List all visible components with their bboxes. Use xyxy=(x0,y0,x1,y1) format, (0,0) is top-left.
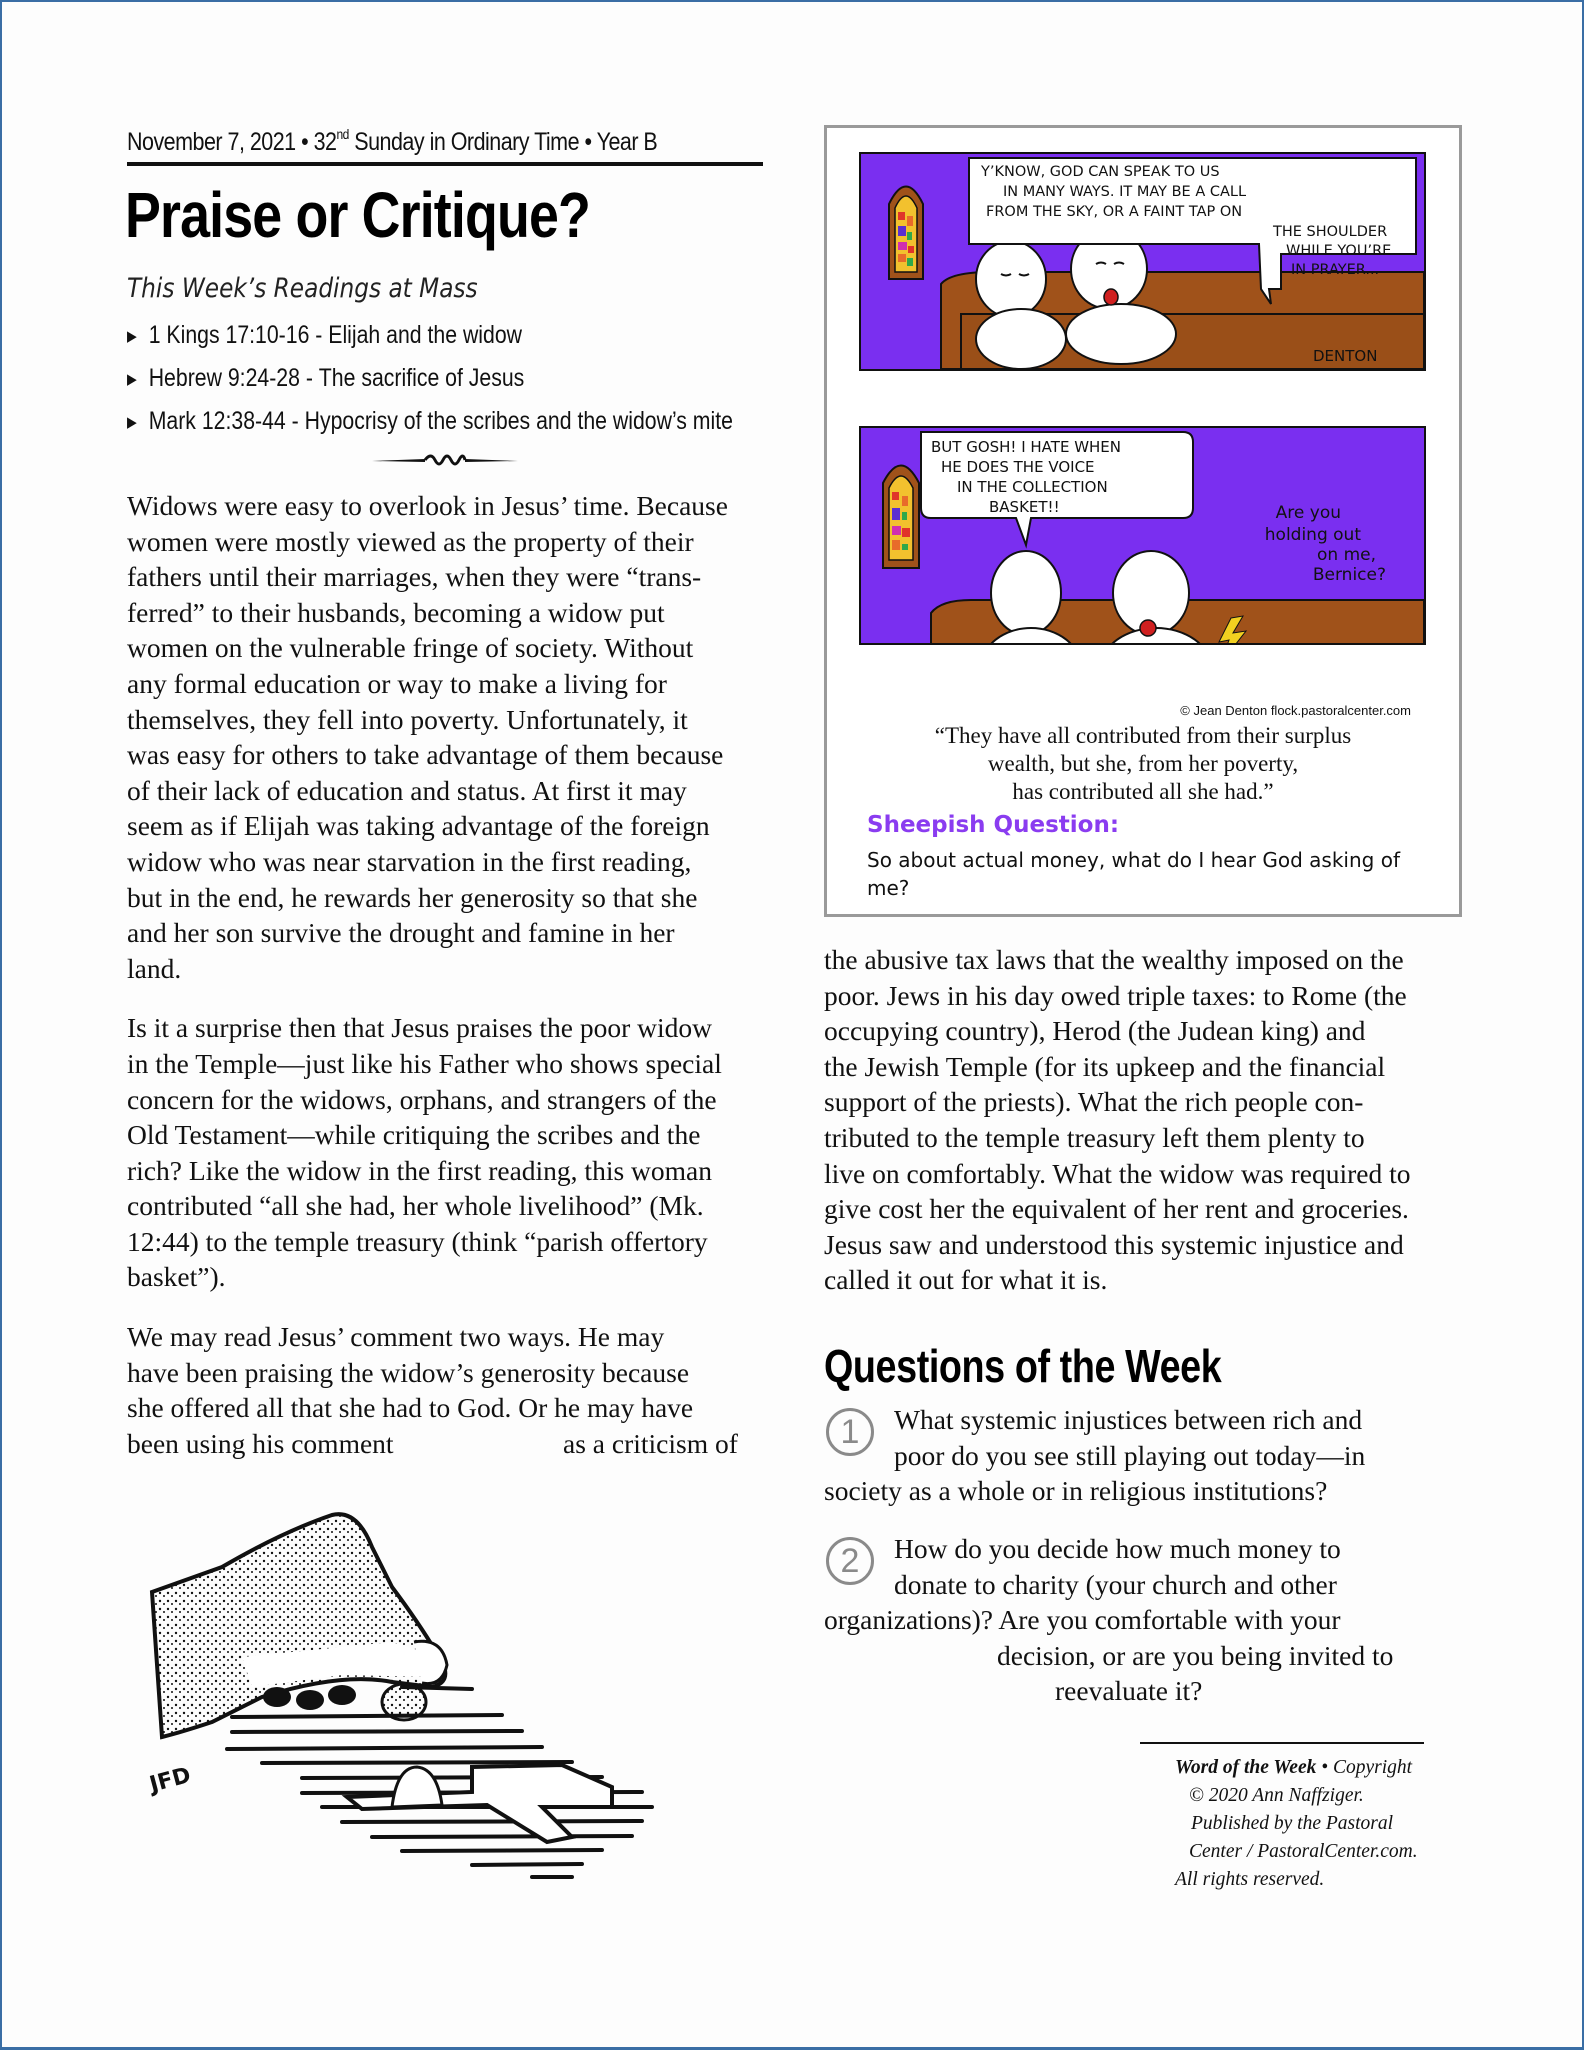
text-line: occupying country), Herod (the Judean king) and xyxy=(824,1015,1366,1047)
bubble-line: WHILE YOU’RE xyxy=(1286,243,1392,259)
text-line: fathers until their marriages, when they were “trans- xyxy=(127,561,702,593)
page-title: Praise or Critique? xyxy=(125,179,591,251)
credits-line: • Copyright xyxy=(1321,1757,1413,1778)
bubble-line: BUT GOSH! I HATE WHEN xyxy=(931,438,1121,456)
date: November 7, 2021 xyxy=(127,128,296,156)
cartoon-box xyxy=(824,125,1462,917)
credits-rule xyxy=(1140,1742,1424,1744)
question-1 xyxy=(824,1402,1464,1509)
last-line-left: been using his comment xyxy=(127,1427,394,1459)
copyright-credits xyxy=(1175,1754,1418,1894)
text-line: basket”). xyxy=(127,1261,226,1293)
cartoon-panel-1-art xyxy=(861,154,1424,369)
text-line: and her son survive the drought and famine in her xyxy=(127,917,675,949)
quote-line: has contributed all she had.” xyxy=(1012,779,1274,804)
text-line: live on comfortably. What the widow was required to xyxy=(824,1157,1411,1189)
question-line: How do you decide how much money to xyxy=(894,1533,1341,1564)
readings-list xyxy=(127,314,840,443)
voice-line: holding out xyxy=(1264,525,1361,545)
bubble-line: Y’KNOW, GOD CAN SPEAK TO US xyxy=(981,164,1220,180)
text-line: women were mostly viewed as the property of their xyxy=(127,525,694,557)
bubble-line: HE DOES THE VOICE xyxy=(941,458,1095,476)
text-line: she offered all that she had to God. Or he may have xyxy=(127,1392,694,1424)
question-2 xyxy=(824,1531,1464,1709)
question-line: reevaluate it? xyxy=(1055,1675,1203,1707)
scripture-quote xyxy=(827,722,1459,806)
sheepish-question-title: Sheepish Question: xyxy=(867,812,1120,838)
text-line: contributed “all she had, her whole livelihood” (Mk. xyxy=(127,1190,704,1222)
quote-line: wealth, but she, from her poverty, xyxy=(987,751,1299,776)
cartoon-credit: © Jean Denton flock.pastoralcenter.com xyxy=(1180,703,1411,718)
triangle-right-icon: ▶ xyxy=(127,327,137,345)
text-line: rich? Like the widow in the first reading, this woman xyxy=(127,1154,712,1186)
quote-line: “They have all contributed from their surplus xyxy=(934,723,1352,748)
text-line: called it out for what it is. xyxy=(824,1264,1108,1296)
paragraph-2 xyxy=(127,1010,767,1295)
bubble-line: THE SHOULDER xyxy=(1273,224,1388,240)
credits-line: All rights reserved. xyxy=(1175,1869,1325,1890)
voice-line: Bernice? xyxy=(1312,565,1386,585)
paragraph-1 xyxy=(127,488,767,986)
reading-desc: Elijah and the widow xyxy=(328,321,523,349)
voice-line: on me, xyxy=(1316,545,1376,565)
text-line: Is it a surprise then that Jesus praises the poor widow xyxy=(127,1012,713,1044)
cartoon-signature: DENTON xyxy=(1313,347,1378,365)
paragraph-3 xyxy=(127,1319,767,1426)
text-line: We may read Jesus’ comment two ways. He may xyxy=(127,1321,665,1353)
text-line: poor. Jews in his day owed triple taxes: to Rome (the xyxy=(824,979,1407,1011)
credits-line: Published by the Pastoral xyxy=(1191,1813,1394,1834)
reading-desc: The sacrifice of Jesus xyxy=(318,364,525,392)
reading-ref: 1 Kings 17:10-16 xyxy=(148,321,310,349)
sunday-number: 32 xyxy=(313,128,337,156)
bubble-line: IN PRAYER... xyxy=(1291,262,1380,278)
text-line: have been praising the widow’s generosity because xyxy=(127,1356,690,1388)
credits-line: © 2020 Ann Naffziger. xyxy=(1189,1785,1364,1806)
hand-dropping-coins-illustration xyxy=(142,1487,822,1882)
paragraph-3-last-line xyxy=(127,1426,767,1462)
reading-item: ▶ Hebrew 9:24-28 - The sacrifice of Jesus xyxy=(127,364,525,392)
questions-heading: Questions of the Week xyxy=(824,1340,1222,1392)
left-column xyxy=(127,488,767,1461)
triangle-right-icon: ▶ xyxy=(127,370,137,388)
separator: • xyxy=(584,128,592,156)
question-line: society as a whole or in religious institutions? xyxy=(824,1475,1328,1507)
sunday-name: Sunday in Ordinary Time xyxy=(348,128,580,156)
cartoon-panel-1 xyxy=(859,152,1426,371)
text-line: women on the vulnerable fringe of society. Without xyxy=(127,632,694,664)
cartoon-panel-2-art xyxy=(861,428,1424,645)
dateline xyxy=(127,128,763,157)
number-circle-1-icon: 1 xyxy=(826,1408,874,1456)
text-line: ferred” to their husbands, becoming a widow put xyxy=(127,596,665,628)
text-line: the Jewish Temple (for its upkeep and the financial xyxy=(824,1050,1386,1082)
cartoon-panel-2 xyxy=(859,426,1426,645)
bubble-line: IN MANY WAYS. IT MAY BE A CALL xyxy=(1003,184,1247,200)
text-line: themselves, they fell into poverty. Unfortunately, it xyxy=(127,703,688,735)
text-line: in the Temple—just like his Father who shows special xyxy=(127,1047,722,1079)
text-line: Jesus saw and understood this systemic injustice and xyxy=(824,1228,1404,1260)
text-line: concern for the widows, orphans, and strangers of the xyxy=(127,1083,717,1115)
bubble-line: BASKET!! xyxy=(989,498,1060,516)
bubble-line: IN THE COLLECTION xyxy=(957,478,1108,496)
bubble-line: FROM THE SKY, OR A FAINT TAP ON xyxy=(986,204,1243,220)
reading-ref: Hebrew 9:24-28 xyxy=(148,364,300,392)
right-column xyxy=(824,942,1464,1298)
question-line: poor do you see still playing out today—in xyxy=(894,1439,1366,1471)
question-line: organizations)? Are you comfortable with your xyxy=(824,1604,1341,1636)
flourish-ornament-icon xyxy=(370,448,520,472)
text-line: the abusive tax laws that the wealthy imposed on the xyxy=(824,944,1404,975)
text-line: Old Testament—while critiquing the scribes and the xyxy=(127,1119,701,1151)
last-line-right: as a criticism of xyxy=(563,1427,738,1459)
triangle-right-icon: ▶ xyxy=(127,413,137,431)
readings-heading: This Week’s Readings at Mass xyxy=(127,273,478,304)
question-line: What systemic injustices between rich and xyxy=(894,1404,1363,1435)
text-line: but in the end, he rewards her generosity so that she xyxy=(127,881,698,913)
text-line: seem as if Elijah was taking advantage of the foreign xyxy=(127,810,710,842)
text-line: tributed to the temple treasury left them plenty to xyxy=(824,1121,1365,1153)
question-line: donate to charity (your church and other xyxy=(894,1568,1337,1600)
brand-name: Word of the Week xyxy=(1175,1757,1317,1778)
illustration-signature: JFD xyxy=(147,1762,194,1798)
separator: • xyxy=(301,128,309,156)
text-line: widow who was near starvation in the first reading, xyxy=(127,845,692,877)
text-line: any formal education or way to make a living for xyxy=(127,667,667,699)
header-rule xyxy=(127,162,763,166)
text-line: land. xyxy=(127,952,182,984)
reading-desc: Hypocrisy of the scribes and the widow’s mite xyxy=(304,407,733,435)
sheepish-question-text: So about actual money, what do I hear God asking of me? xyxy=(867,848,1400,900)
text-line: give cost her the equivalent of her rent and groceries. xyxy=(824,1193,1409,1225)
voice-line: Are you xyxy=(1275,503,1341,523)
text-line: of their lack of education and status. At first it may xyxy=(127,774,687,806)
text-line: was easy for others to take advantage of them because xyxy=(127,739,724,771)
text-line: 12:44) to the temple treasury (think “parish offertory xyxy=(127,1225,708,1257)
text-line: support of the priests). What the rich people con- xyxy=(824,1086,1364,1118)
reading-item: ▶ Mark 12:38-44 - Hypocrisy of the scribes and the widow’s mite xyxy=(127,407,733,435)
reading-ref: Mark 12:38-44 xyxy=(148,407,286,435)
number-circle-2-icon: 2 xyxy=(826,1537,874,1585)
text-line: Widows were easy to overlook in Jesus’ time. Because xyxy=(127,490,728,521)
credits-line: Center / PastoralCenter.com. xyxy=(1189,1841,1418,1862)
liturgical-year: Year B xyxy=(596,128,658,156)
sunday-suffix: nd xyxy=(336,126,349,142)
question-line: decision, or are you being invited to xyxy=(997,1639,1394,1671)
reading-item: ▶ 1 Kings 17:10-16 - Elijah and the widow xyxy=(127,321,523,349)
